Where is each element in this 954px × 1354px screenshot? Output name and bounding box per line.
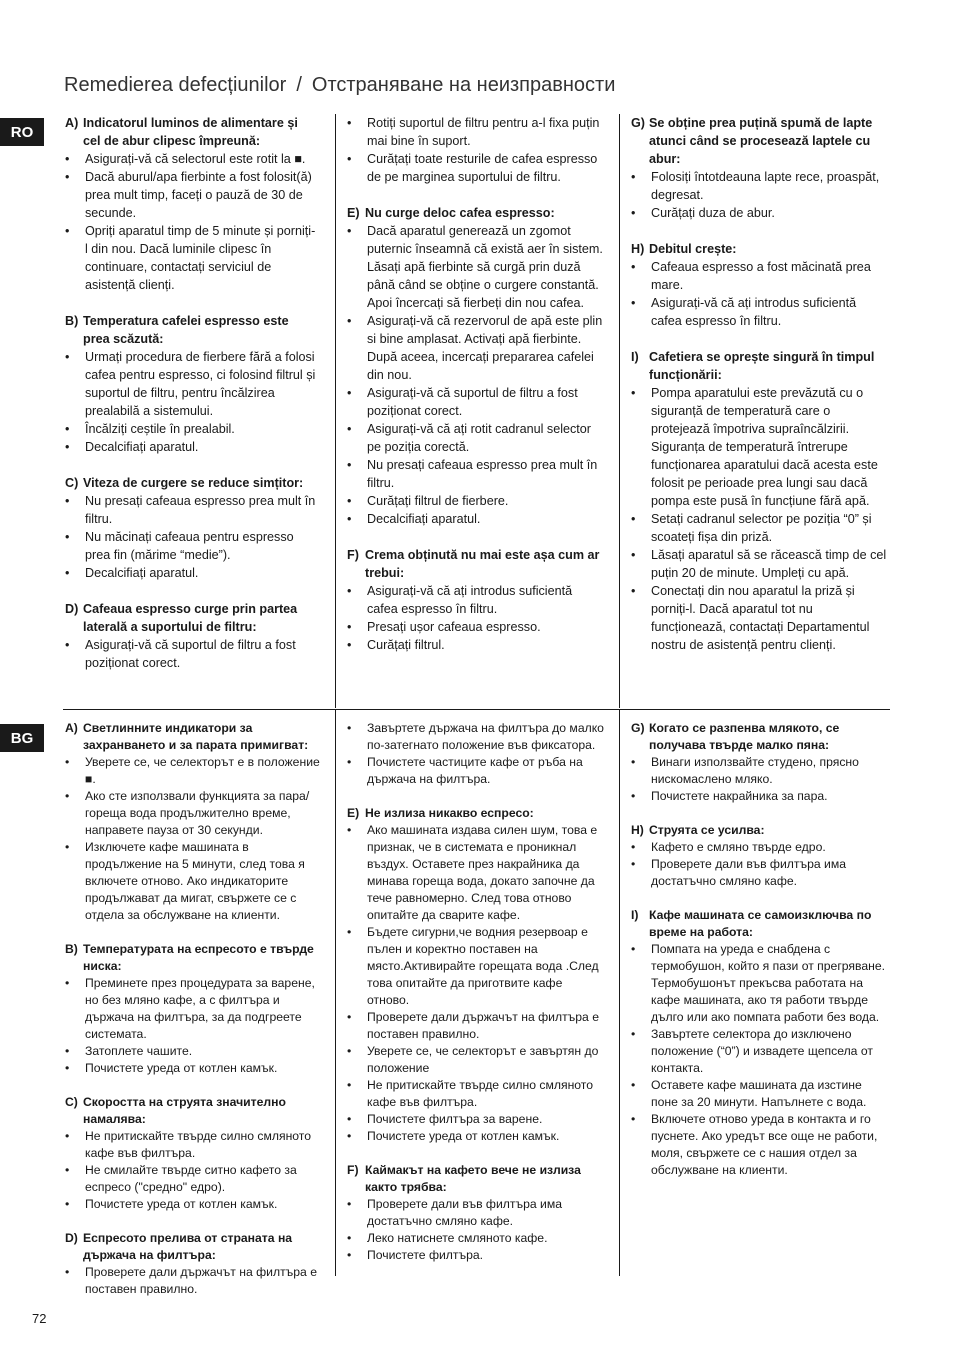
solution-item: • Не притискайте твърде силно смляното кафе във филтъра. [65, 1128, 323, 1162]
problem-heading [347, 805, 605, 822]
problem-title: Crema obținută nu mai este așa cum ar trebui: [365, 548, 600, 580]
solution-item: • Nu presați cafeaua espresso prea mult în filtru. [347, 456, 605, 492]
solution-item: • Curățați duza de abur. [631, 204, 890, 222]
problem-heading [65, 600, 317, 636]
troubleshooting-block [631, 720, 890, 805]
solution-item: • Проверете дали във филтъра има достатъчно смляно кафе. [347, 1196, 605, 1230]
problem-letter: I) [631, 350, 639, 364]
page-title-bg: Отстраняване на неизправности [311, 74, 616, 96]
problem-letter: E) [347, 206, 360, 220]
solution-list [65, 754, 323, 924]
solution-item: • Curățați filtrul de fierbere. [347, 492, 605, 510]
problem-letter: G) [631, 721, 645, 735]
solution-item: • Завъртете селектора до изключено положение (“0”) и извадете щепсела от контакта. [631, 1026, 890, 1077]
problem-heading [65, 941, 323, 975]
troubleshooting-block [347, 1162, 605, 1264]
solution-item: • Decalcifiați aparatul. [65, 564, 317, 582]
problem-heading [65, 1230, 323, 1264]
column-divider [335, 114, 336, 708]
language-tab-ro: RO [0, 118, 44, 146]
problem-letter: F) [347, 1163, 359, 1177]
solution-list [347, 114, 605, 186]
solution-item: • Не притискайте твърде силно смляното кафе във филтъра. [347, 1077, 605, 1111]
solution-item: • Presați ușor cafeaua espresso. [347, 618, 605, 636]
page-title [64, 74, 615, 97]
solution-item: • Почистете накрайника за пара. [631, 788, 890, 805]
solution-item: • Setați cadranul selector pe poziția “0” și scoateți fișa din priză. [631, 510, 890, 546]
troubleshooting-block [65, 114, 317, 294]
problem-heading [65, 1094, 323, 1128]
solution-item: • Проверете дали държачът на филтъра е поставен правилно. [347, 1009, 605, 1043]
problem-heading [65, 720, 323, 754]
problem-heading [631, 114, 890, 168]
troubleshooting-block [65, 1094, 323, 1213]
problem-title: Cafeaua espresso curge prin partea laterală a suportului de filtru: [83, 602, 298, 634]
solution-list [631, 754, 890, 805]
section-divider [63, 709, 890, 710]
problem-title: Не излиза никакво еспресо: [365, 806, 534, 820]
title-separator: / [296, 74, 302, 96]
solution-item: • Почистете филтъра за варене. [347, 1111, 605, 1128]
solution-item: • Проверете дали във филтъра има достатъчно смляно кафе. [631, 856, 890, 890]
solution-item: • Затоплете чашите. [65, 1043, 323, 1060]
solution-item: • Asigurați-vă că suportul de filtru a fost poziționat corect. [347, 384, 605, 420]
solution-list [631, 384, 890, 654]
solution-list [65, 1128, 323, 1213]
solution-item: • Леко натиснете смляното кафе. [347, 1230, 605, 1247]
solution-item: • Завъртете държача на филтъра до малко по-затегнато положение във фиксатора. [347, 720, 605, 754]
solution-item: • Decalcifiați aparatul. [65, 438, 317, 456]
problem-heading [65, 312, 317, 348]
solution-item: • Почистете уреда от котлен камък. [65, 1196, 323, 1213]
problem-letter: D) [65, 1231, 78, 1245]
solution-item: • Asigurați-vă că ați introdus suficientă cafea espresso în filtru. [631, 294, 890, 330]
solution-item: • Почистете частиците кафе от ръба на държача на филтъра. [347, 754, 605, 788]
problem-heading [65, 474, 317, 492]
solution-item: • Rotiți suportul de filtru pentru a-l fixa puțin mai bine în suport. [347, 114, 605, 150]
troubleshooting-block [347, 546, 605, 654]
solution-item: • Asigurați-vă că ați introdus suficientă cafea espresso în filtru. [347, 582, 605, 618]
solution-item: • Ако сте използвали функцията за пара/гореща вода продължително време, направете пауза от 30 секунди. [65, 788, 323, 839]
troubleshooting-block [65, 1230, 323, 1298]
troubleshooting-block [347, 114, 605, 186]
solution-item: • Dacă aburul/apa fierbinte a fost folosit(ă) prea mult timp, faceți o pauză de 30 de secunde. [65, 168, 317, 222]
troubleshooting-block [631, 240, 890, 330]
solution-item: • Ако машината издава силен шум, това е признак, че в системата е проникнал въздух. Оставете през накрайника да минава гореща вода, докато започне да тече равномерно. След това отново опитайте да сварите кафе. [347, 822, 605, 924]
problem-title: Nu curge deloc cafea espresso: [365, 206, 555, 220]
page-number: 72 [32, 1311, 47, 1326]
column-divider [335, 710, 336, 1276]
problem-title: Cafetiera se oprește singură în timpul funcționării: [649, 350, 875, 382]
solution-item: • Asigurați-vă că selectorul este rotit la ■. [65, 150, 317, 168]
solution-list [65, 492, 317, 582]
page-title-ro: Remedierea defecțiunilor [64, 74, 287, 96]
solution-item: • Încălziți ceștile în prealabil. [65, 420, 317, 438]
solution-item: • Уверете се, че селекторът е в положение ■. [65, 754, 323, 788]
problem-title: Se obține prea puțină spumă de lapte atunci când se procesează laptele cu abur: [649, 116, 873, 166]
problem-title: Temperatura cafelei espresso este prea scăzută: [83, 314, 289, 346]
bg-column-2 [347, 720, 605, 1281]
problem-letter: A) [65, 116, 79, 130]
solution-item: • Pompa aparatului este prevăzută cu o siguranță de temperatură care o protejează împotriva supraîncălzirii. Siguranța de temperatură întrerupe funcționarea aparatului dacă acesta este folosit pe perioade prea lungi sau dacă pompa este pusă în funcțiune fără apă. [631, 384, 890, 510]
troubleshooting-block [631, 348, 890, 654]
problem-letter: D) [65, 602, 79, 616]
problem-letter: E) [347, 806, 360, 820]
solution-list [631, 168, 890, 222]
problem-heading [631, 240, 890, 258]
troubleshooting-block [65, 720, 323, 924]
problem-heading [347, 204, 605, 222]
solution-item: • Винаги използвайте студено, прясно нискомаслено мляко. [631, 754, 890, 788]
solution-list [65, 975, 323, 1077]
troubleshooting-block [65, 941, 323, 1077]
solution-item: • Nu măcinați cafeaua pentru espresso prea fin (mărime “medie”). [65, 528, 317, 564]
column-divider [619, 114, 620, 708]
problem-letter: B) [65, 314, 79, 328]
solution-item: • Decalcifiați aparatul. [347, 510, 605, 528]
language-tab-bg: BG [0, 724, 44, 752]
problem-letter: H) [631, 242, 645, 256]
solution-item: • Conectați din nou aparatul la priză și porniți-l. Dacă aparatul tot nu funcționează, contactați Departamentul nostru de asistență pentru clienți. [631, 582, 890, 654]
solution-list [347, 822, 605, 1145]
solution-item: • Dacă aparatul generează un zgomot puternic înseamnă că există aer în sistem. Lăsați apă fierbinte să curgă prin duză până când se obține o curgere constantă. Apoi încercați să fierbeți din nou cafea. [347, 222, 605, 312]
solution-list [631, 258, 890, 330]
problem-heading [631, 348, 890, 384]
problem-title: Кафе машината се самоизключва по време на работа: [649, 908, 872, 939]
problem-title: Indicatorul luminos de alimentare și cel de abur clipesc împreună: [83, 116, 298, 148]
solution-list [65, 636, 317, 672]
solution-item: • Asigurați-vă că suportul de filtru a fost poziționat corect. [65, 636, 317, 672]
problem-letter: C) [65, 1095, 78, 1109]
bg-column-1 [65, 720, 323, 1315]
solution-list [347, 1196, 605, 1264]
solution-item: • Opriți aparatul timp de 5 minute și porniți-l din nou. Dacă luminile clipesc în continuare, contactați serviciul de asistență clienți. [65, 222, 317, 294]
solution-item: • Folosiți întotdeauna lapte rece, proaspăt, degresat. [631, 168, 890, 204]
troubleshooting-block [65, 474, 317, 582]
ro-column-1 [65, 114, 317, 690]
solution-list [631, 839, 890, 890]
troubleshooting-block [65, 600, 317, 672]
solution-list [65, 1264, 323, 1298]
solution-item: • Изключете кафе машината в продължение на 5 минути, след това я включете отново. Ако индикаторите продължават да мигат, свържете се с отдела за обслужване на клиенти. [65, 839, 323, 924]
solution-item: • Почистете филтъра. [347, 1247, 605, 1264]
ro-column-2 [347, 114, 605, 672]
troubleshooting-block [347, 204, 605, 528]
section-ro [63, 114, 890, 708]
solution-item: • Curățați filtrul. [347, 636, 605, 654]
solution-list [347, 582, 605, 654]
solution-item: • Почистете уреда от котлен камък. [65, 1060, 323, 1077]
problem-letter: H) [631, 823, 644, 837]
solution-item: • Lăsați aparatul să se răcească timp de cel puțin 20 de minute. Umpleți cu apă. [631, 546, 890, 582]
solution-item: • Urmați procedura de fierbere fără a folosi cafea pentru espresso, ci folosind filtrul și suportul de filtru, pentru încălzirea prealabilă a sistemului. [65, 348, 317, 420]
solution-item: • Уверете се, че селекторът е завъртян до положение [347, 1043, 605, 1077]
problem-letter: F) [347, 548, 359, 562]
troubleshooting-block [631, 907, 890, 1179]
problem-heading [631, 907, 890, 941]
problem-title: Каймакът на кафето вече не излиза както трябва: [365, 1163, 581, 1194]
solution-item: • Бъдете сигурни,че водния резервоар е пълен и коректно поставен на място.Активирайте горещата вода .След това опитайте да приготвите кафе отново. [347, 924, 605, 1009]
solution-item: • Преминете през процедурата за варене, но без мляно кафе, а с филтъра и държача на филтъра, за да подгреете системата. [65, 975, 323, 1043]
problem-letter: G) [631, 116, 645, 130]
problem-title: Светлинните индикатори за захранването и за парата примигват: [83, 721, 309, 752]
solution-item: • Не смилайте твърде ситно кафето за еспресо ("средно" едро). [65, 1162, 323, 1196]
troubleshooting-block [631, 822, 890, 890]
problem-title: Debitul crește: [649, 242, 737, 256]
troubleshooting-block [65, 312, 317, 456]
solution-list [631, 941, 890, 1179]
problem-heading [65, 114, 317, 150]
solution-list [65, 348, 317, 456]
ro-column-3 [631, 114, 890, 672]
problem-heading [347, 1162, 605, 1196]
solution-item: • Проверете дали държачът на филтъра е поставен правилно. [65, 1264, 323, 1298]
problem-heading [631, 720, 890, 754]
troubleshooting-block [631, 114, 890, 222]
problem-letter: I) [631, 908, 639, 922]
bg-column-3 [631, 720, 890, 1196]
solution-item: • Включете отново уреда в контакта и го пуснете. Ако уредът все още не работи, моля, свържете се с нашия отдел за обслужване на клиенти. [631, 1111, 890, 1179]
section-bg [63, 720, 890, 1296]
solution-item: • Помпата на уреда е снабдена с термобушон, който я пази от прегряване. Термобушонът прекъсва работата на кафе машината, ако тя работи твърде дълго или ако помпата работи без вода. [631, 941, 890, 1026]
solution-item: • Почистете уреда от котлен камък. [347, 1128, 605, 1145]
problem-title: Струята се усилва: [649, 823, 765, 837]
solution-item: • Curățați toate resturile de cafea espresso de pe marginea suportului de filtru. [347, 150, 605, 186]
problem-heading [347, 546, 605, 582]
problem-title: Еспресото прелива от страната на държача на филтъра: [83, 1231, 293, 1262]
solution-item: • Asigurați-vă că ați rotit cadranul selector pe poziția corectă. [347, 420, 605, 456]
problem-title: Скоростта на струята значително намалява: [83, 1095, 286, 1126]
problem-letter: B) [65, 942, 78, 956]
solution-item: • Cafeaua espresso a fost măcinată prea mare. [631, 258, 890, 294]
troubleshooting-block [347, 720, 605, 788]
problem-heading [631, 822, 890, 839]
solution-item: • Кафето е смляно твърде едро. [631, 839, 890, 856]
solution-list [347, 222, 605, 528]
problem-letter: C) [65, 476, 79, 490]
problem-title: Viteza de curgere se reduce simțitor: [83, 476, 304, 490]
troubleshooting-block [347, 805, 605, 1145]
solution-list [65, 150, 317, 294]
solution-list [347, 720, 605, 788]
problem-letter: A) [65, 721, 78, 735]
solution-item: • Asigurați-vă că rezervorul de apă este plin si bine amplasat. Activați apă fierbinte. După aceea, incercați prepararea cafelei din nou. [347, 312, 605, 384]
problem-title: Температурата на еспресото е твърде ниска: [83, 942, 314, 973]
column-divider [619, 710, 620, 1276]
solution-item: • Nu presați cafeaua espresso prea mult în filtru. [65, 492, 317, 528]
solution-item: • Оставете кафе машината да изстине поне за 20 минути. Напълнете с вода. [631, 1077, 890, 1111]
problem-title: Когато се разпенва млякото, се получава твърде малко пяна: [649, 721, 840, 752]
